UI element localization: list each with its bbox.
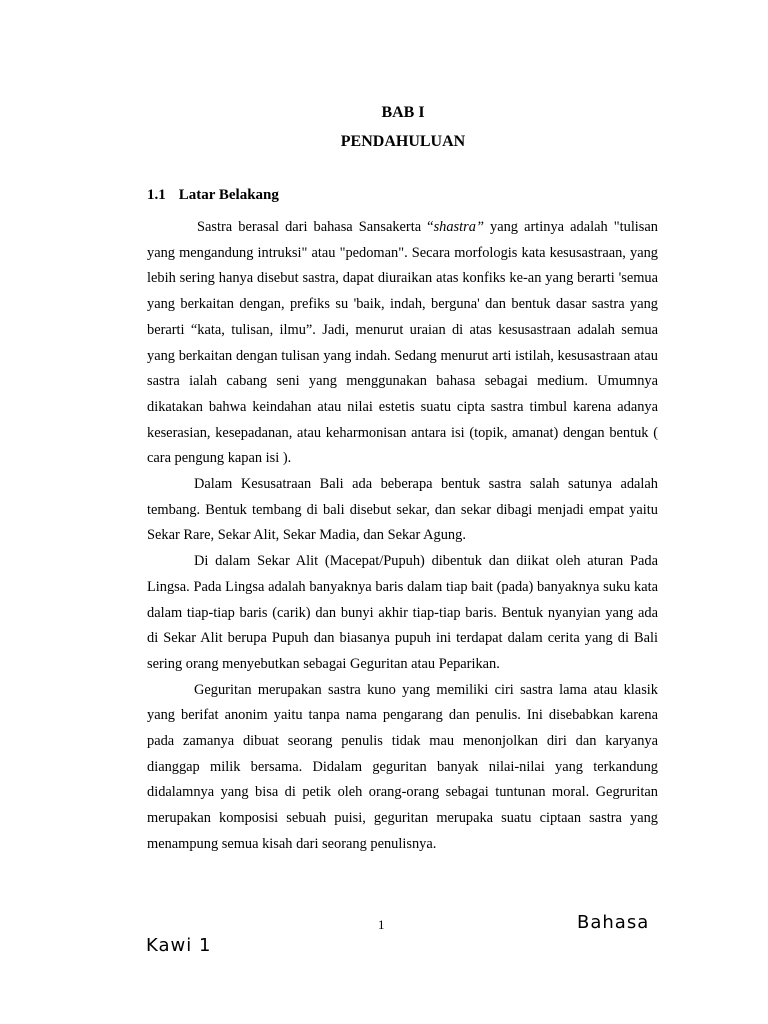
paragraph-1-italic-term: shastra” (433, 219, 484, 235)
paragraph-1 (147, 215, 658, 472)
paragraph-1-text-start: Sastra berasal dari bahasa Sansakerta “ (197, 219, 434, 235)
chapter-title: PENDAHULUAN (340, 133, 466, 150)
page-number: 1 (378, 917, 385, 932)
paragraph-1-text-rest: yang artinya adalah "tulisan yang mengandung intruksi" atau "pedoman". Secara morfologis kata kesusastraan, yang lebih sering hanya disebut sastra, dapat diuraikan atas konfiks ke-an yang berarti 'semua yang berkaitan dengan, prefiks su 'baik, indah, berguna' dan bentuk dasar sastra yang berarti “kata, tulisan, ilmu”. Jadi, menurut uraian di atas kesusastraan adalah semua yang berkaitan dengan tulisan yang indah. Sedang menurut arti istilah, kesusastraan atau sastra ialah cabang seni yang menggunakan bahasa sebagai medium. Umumnya dikatakan bahwa keindahan atau nilai estetis suatu cipta sastra timbul karena adanya keserasian, kesepadanan, atau keharmonisan antara isi (topik, amanat) dengan bentuk ( cara pengung kapan isi ). (147, 219, 658, 467)
paragraph-2: Dalam Kesusatraan Bali ada beberapa bentuk sastra salah satunya adalah tembang. Bentuk tembang di bali disebut sekar, dan sekar dibagi menjadi empat yaitu Sekar Rare, Sekar Alit, Sekar Madia, dan Sekar Agung. (147, 476, 658, 544)
chapter-label: BAB I (381, 104, 425, 121)
section-number: 1.1 (147, 187, 166, 203)
section-title: Latar Belakang (178, 187, 279, 203)
footer-text-line2: Kawi 1 (146, 935, 212, 956)
paragraph-4: Geguritan merupakan sastra kuno yang memiliki ciri sastra lama atau klasik yang berifat anonim yaitu tanpa nama pengarang dan penulis. Ini disebabkan karena pada zamanya dibuat seorang penulis tidak mau menonjolkan diri dan karyanya dianggap milik bersama. Didalam geguritan banyak nilai-nilai yang terkandung didalamnya yang bisa di petik oleh orang-orang sebagai tuntunan moral. Gegruritan merupakan komposisi sebuah puisi, geguritan merupaka suatu ciptaan sastra yang menampung semua kisah dari seorang penulisnya. (147, 681, 658, 852)
footer-text-line1: Bahasa (577, 912, 650, 933)
section-heading (147, 187, 279, 204)
body-text (147, 215, 658, 858)
paragraph-3: Di dalam Sekar Alit (Macepat/Pupuh) dibentuk dan diikat oleh aturan Pada Lingsa. Pada Lingsa adalah banyaknya baris dalam tiap bait (pada) banyaknya suku kata dalam tiap-tiap baris (carik) dan bunyi akhir tiap-tiap baris. Bentuk nyanyian yang ada di Sekar Alit berupa Pupuh dan biasanya pupuh ini terdapat dalam cerita yang di Bali sering orang menyebutkan sebagai Geguritan atau Peparikan. (147, 553, 658, 672)
